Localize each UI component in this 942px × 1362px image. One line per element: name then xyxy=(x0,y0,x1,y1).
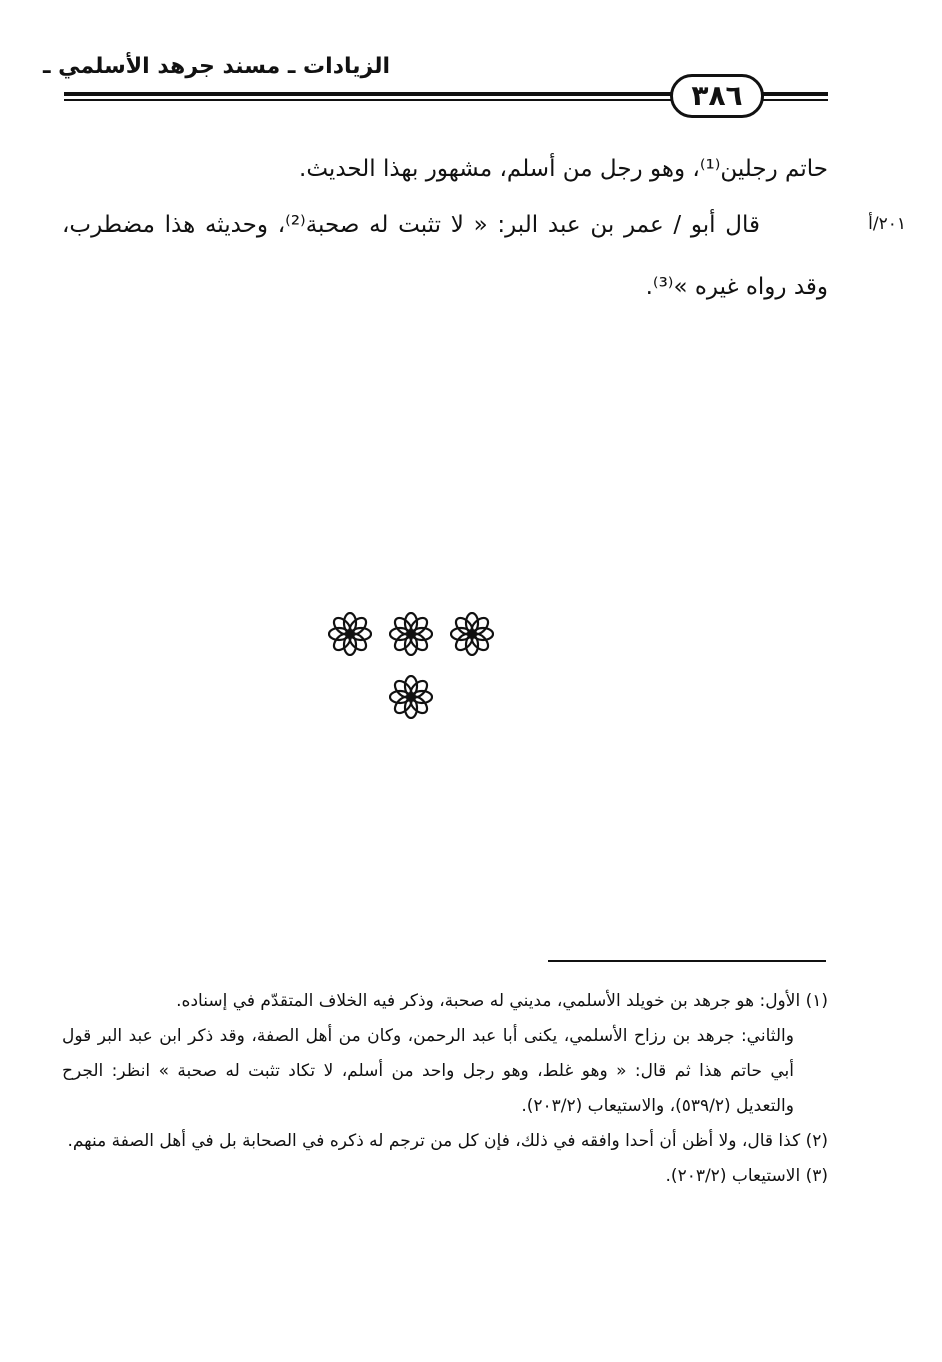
running-header-title: الزيادات ـ مسند جرهد الأسلمي ـ xyxy=(42,54,390,79)
flower-ornament-icon xyxy=(389,612,433,656)
manuscript-folio-reference: ٢٠١/أ xyxy=(868,214,906,234)
footnote-3: (٣) الاستيعاب (٢٠٣/٢). xyxy=(665,1166,828,1186)
footnotes xyxy=(62,984,828,1194)
flower-ornament-icon xyxy=(450,612,494,656)
footnote-1: (١) الأول: هو جرهد بن خويلد الأسلمي، مديني له صحبة، وذكر فيه الخلاف المتقدّم في إسناده. xyxy=(176,991,828,1011)
footnote-1-continuation: والثاني: جرهد بن رزاح الأسلمي، يكنى أبا عبد الرحمن، وكان من أهل الصفة، وقد ذكر ابن عبد البر قول أبي حاتم هذا ثم قال: « وهو غلط، وهو رجل واحد من أسلم، لا تكاد تثبت له صحبة » انظر: الجرح والتعديل (٥٣٩/٢)، والاستيعاب (٢٠٣/٢). xyxy=(62,1026,794,1116)
body-line-1: حاتم رجلين⁽¹⁾، وهو رجل من أسلم، مشهور بهذا الحديث. xyxy=(299,156,828,182)
page-number: ٣٨٦ xyxy=(691,79,743,112)
page-number-badge xyxy=(670,74,764,118)
flower-ornament-icon xyxy=(389,675,433,719)
body-paragraph-2: قال أبو / عمر بن عبد البر: « لا تثبت له صحبة⁽²⁾، وحديثه هذا مضطرب، وقد رواه غيره »⁽³⁾. xyxy=(62,212,828,300)
footnote-2: (٢) كذا قال، ولا أظن أن أحدا وافقه في ذلك، فإن كل من ترجم له ذكره في الصحابة بل في أهل الصفة منهم. xyxy=(67,1131,828,1151)
flower-ornament-icon xyxy=(328,612,372,656)
header-rule xyxy=(0,0,942,130)
footnote-separator xyxy=(548,960,826,962)
